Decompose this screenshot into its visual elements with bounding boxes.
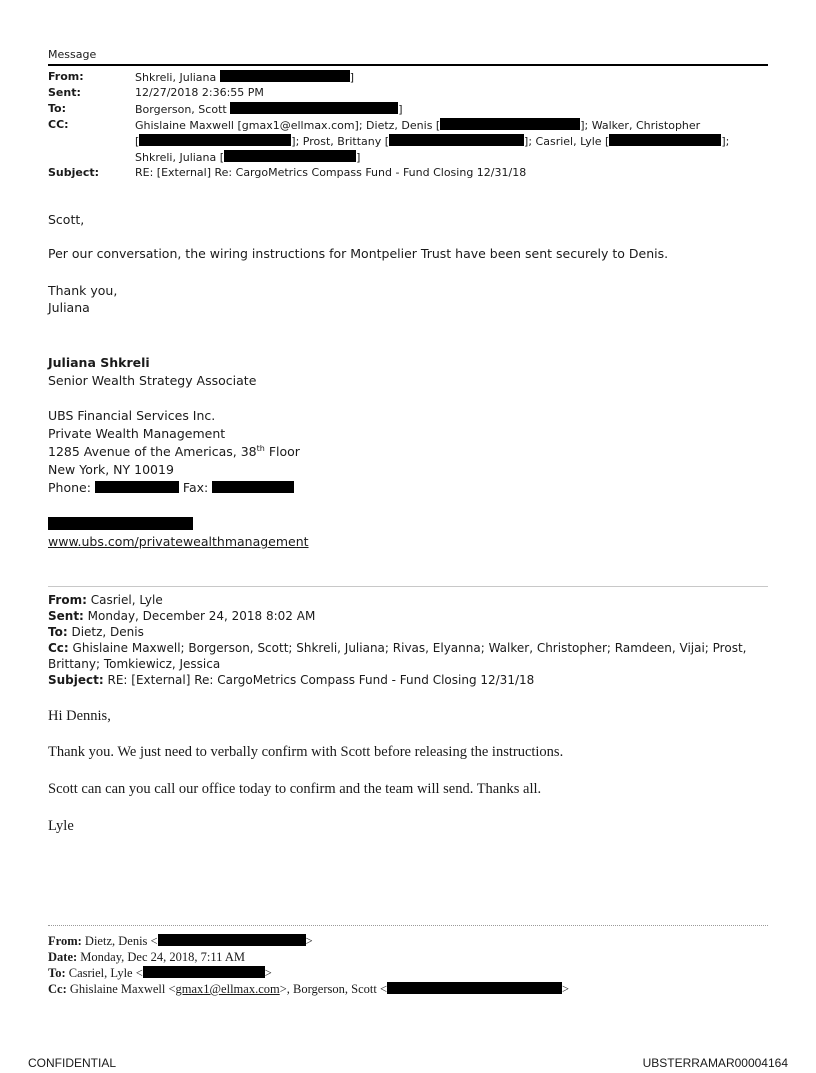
quoted1-greeting: Hi Dennis, bbox=[48, 708, 111, 724]
signature-name: Juliana Shkreli bbox=[48, 355, 150, 370]
subject-value: RE: [External] Re: CargoMetrics Compass Fund - Fund Closing 12/31/18 bbox=[135, 166, 527, 179]
address-text: Floor bbox=[264, 444, 300, 460]
quoted1-line-2: Scott can can you call our office today to confirm and the team will send. Thanks all. bbox=[48, 781, 542, 797]
cc-text: [ bbox=[135, 135, 140, 148]
quoted2-cc bbox=[48, 982, 569, 997]
body-greeting: Scott, bbox=[48, 212, 85, 227]
to-label: To: bbox=[48, 966, 66, 980]
quoted1-cc-cont: Brittany; Tomkiewicz, Jessica bbox=[48, 657, 221, 671]
cc-text: ]; Prost, Brittany [ bbox=[291, 135, 390, 148]
redaction-block bbox=[389, 134, 524, 146]
to-field: Borgerson, Scott ] bbox=[135, 103, 403, 116]
separator bbox=[48, 586, 768, 587]
signature-phone-fax bbox=[48, 480, 294, 495]
cc-text: Ghislaine Maxwell [gmax1@ellmax.com]; Dietz, Denis [ bbox=[135, 119, 441, 132]
subject-label: Subject: bbox=[48, 166, 100, 179]
cc-line-1 bbox=[135, 118, 700, 132]
phone-label: Phone: bbox=[48, 480, 91, 495]
quoted1-signoff: Lyle bbox=[48, 818, 74, 834]
redaction-block bbox=[440, 118, 580, 130]
cc-close: > bbox=[562, 982, 570, 996]
quoted1-from bbox=[48, 593, 163, 607]
from-field: Shkreli, Juliana ] bbox=[135, 71, 355, 84]
message-label: Message bbox=[48, 48, 97, 61]
signature-title: Senior Wealth Strategy Associate bbox=[48, 373, 257, 388]
redaction-block bbox=[609, 134, 721, 146]
header-rule bbox=[48, 64, 768, 66]
subject-value: RE: [External] Re: CargoMetrics Compass Fund - Fund Closing 12/31/18 bbox=[103, 673, 535, 687]
body-thanks: Thank you, bbox=[48, 283, 118, 298]
quoted1-line-1: Thank you. We just need to verbally confirm with Scott before releasing the instructions. bbox=[48, 744, 564, 760]
sent-label: Sent: bbox=[48, 86, 81, 99]
redaction-block bbox=[48, 517, 193, 530]
cc-line-2 bbox=[135, 134, 729, 148]
quoted1-sent bbox=[48, 609, 315, 623]
fax-label: Fax: bbox=[182, 480, 209, 495]
to-close: > bbox=[264, 966, 272, 980]
cc-label: Cc: bbox=[48, 641, 69, 655]
quoted2-from bbox=[48, 934, 313, 949]
redaction-block bbox=[224, 150, 356, 162]
cc-text: Shkreli, Juliana [ bbox=[135, 151, 225, 164]
footer-confidential: CONFIDENTIAL bbox=[28, 1056, 117, 1070]
redaction-block bbox=[95, 481, 179, 493]
quoted1-subject bbox=[48, 673, 534, 687]
to-value: Casriel, Lyle < bbox=[65, 966, 143, 980]
sent-label: Sent: bbox=[48, 609, 84, 623]
cc-email-link[interactable]: gmax1@ellmax.com bbox=[175, 982, 280, 996]
sent-value: 12/27/2018 2:36:55 PM bbox=[135, 86, 264, 99]
cc-value: >, Borgerson, Scott < bbox=[279, 982, 387, 996]
signature-address bbox=[48, 444, 300, 459]
address-superscript: th bbox=[256, 444, 265, 453]
quoted2-date bbox=[48, 950, 245, 965]
signature-division: Private Wealth Management bbox=[48, 426, 226, 441]
body-name: Juliana bbox=[48, 300, 90, 315]
date-value: Monday, Dec 24, 2018, 7:11 AM bbox=[77, 950, 245, 964]
redaction-block bbox=[143, 966, 265, 978]
to-value: Borgerson, Scott bbox=[135, 103, 227, 116]
cc-line-3: Shkreli, Juliana [ ] bbox=[135, 151, 361, 164]
quoted2-to bbox=[48, 966, 272, 981]
address-text: 1285 Avenue of the Americas, 38 bbox=[48, 444, 257, 460]
cc-value: Ghislaine Maxwell; Borgerson, Scott; Shkreli, Juliana; Rivas, Elyanna; Walker, Christopher; Ramdeen, Vijai; Prost, bbox=[68, 641, 747, 655]
from-label: From: bbox=[48, 934, 82, 948]
redaction-block bbox=[158, 934, 306, 946]
quoted1-cc bbox=[48, 641, 746, 655]
sent-value: Monday, December 24, 2018 8:02 AM bbox=[83, 609, 316, 623]
footer-bates-number: UBSTERRAMAR00004164 bbox=[642, 1056, 788, 1070]
signature-website bbox=[48, 534, 309, 549]
cc-value: Ghislaine Maxwell < bbox=[66, 982, 176, 996]
website-link[interactable]: www.ubs.com/privatewealthmanagement bbox=[48, 534, 309, 549]
to-label: To: bbox=[48, 625, 68, 639]
signature-city: New York, NY 10019 bbox=[48, 462, 174, 477]
cc-label: CC: bbox=[48, 118, 69, 131]
from-value: Dietz, Denis < bbox=[81, 934, 158, 948]
cc-label: Cc: bbox=[48, 982, 67, 996]
cc-text: ]; bbox=[721, 135, 730, 148]
body-line-1: Per our conversation, the wiring instructions for Montpelier Trust have been sent securely to Denis. bbox=[48, 246, 669, 261]
separator bbox=[48, 925, 768, 926]
signature-company: UBS Financial Services Inc. bbox=[48, 408, 216, 423]
quoted1-to bbox=[48, 625, 144, 639]
redaction-block bbox=[139, 134, 291, 146]
from-label: From: bbox=[48, 593, 87, 607]
from-label: From: bbox=[48, 70, 84, 83]
from-value: Shkreli, Juliana bbox=[135, 71, 217, 84]
subject-label: Subject: bbox=[48, 673, 104, 687]
redaction-block bbox=[387, 982, 562, 994]
to-value: Dietz, Denis bbox=[67, 625, 144, 639]
cc-text: ]; Walker, Christopher bbox=[580, 119, 701, 132]
from-value: Casriel, Lyle bbox=[86, 593, 163, 607]
redaction-block bbox=[212, 481, 294, 493]
redaction-block bbox=[220, 70, 350, 82]
from-close: > bbox=[305, 934, 313, 948]
cc-text: ]; Casriel, Lyle [ bbox=[524, 135, 610, 148]
redaction-block bbox=[230, 102, 398, 114]
to-label: To: bbox=[48, 102, 66, 115]
date-label: Date: bbox=[48, 950, 78, 964]
